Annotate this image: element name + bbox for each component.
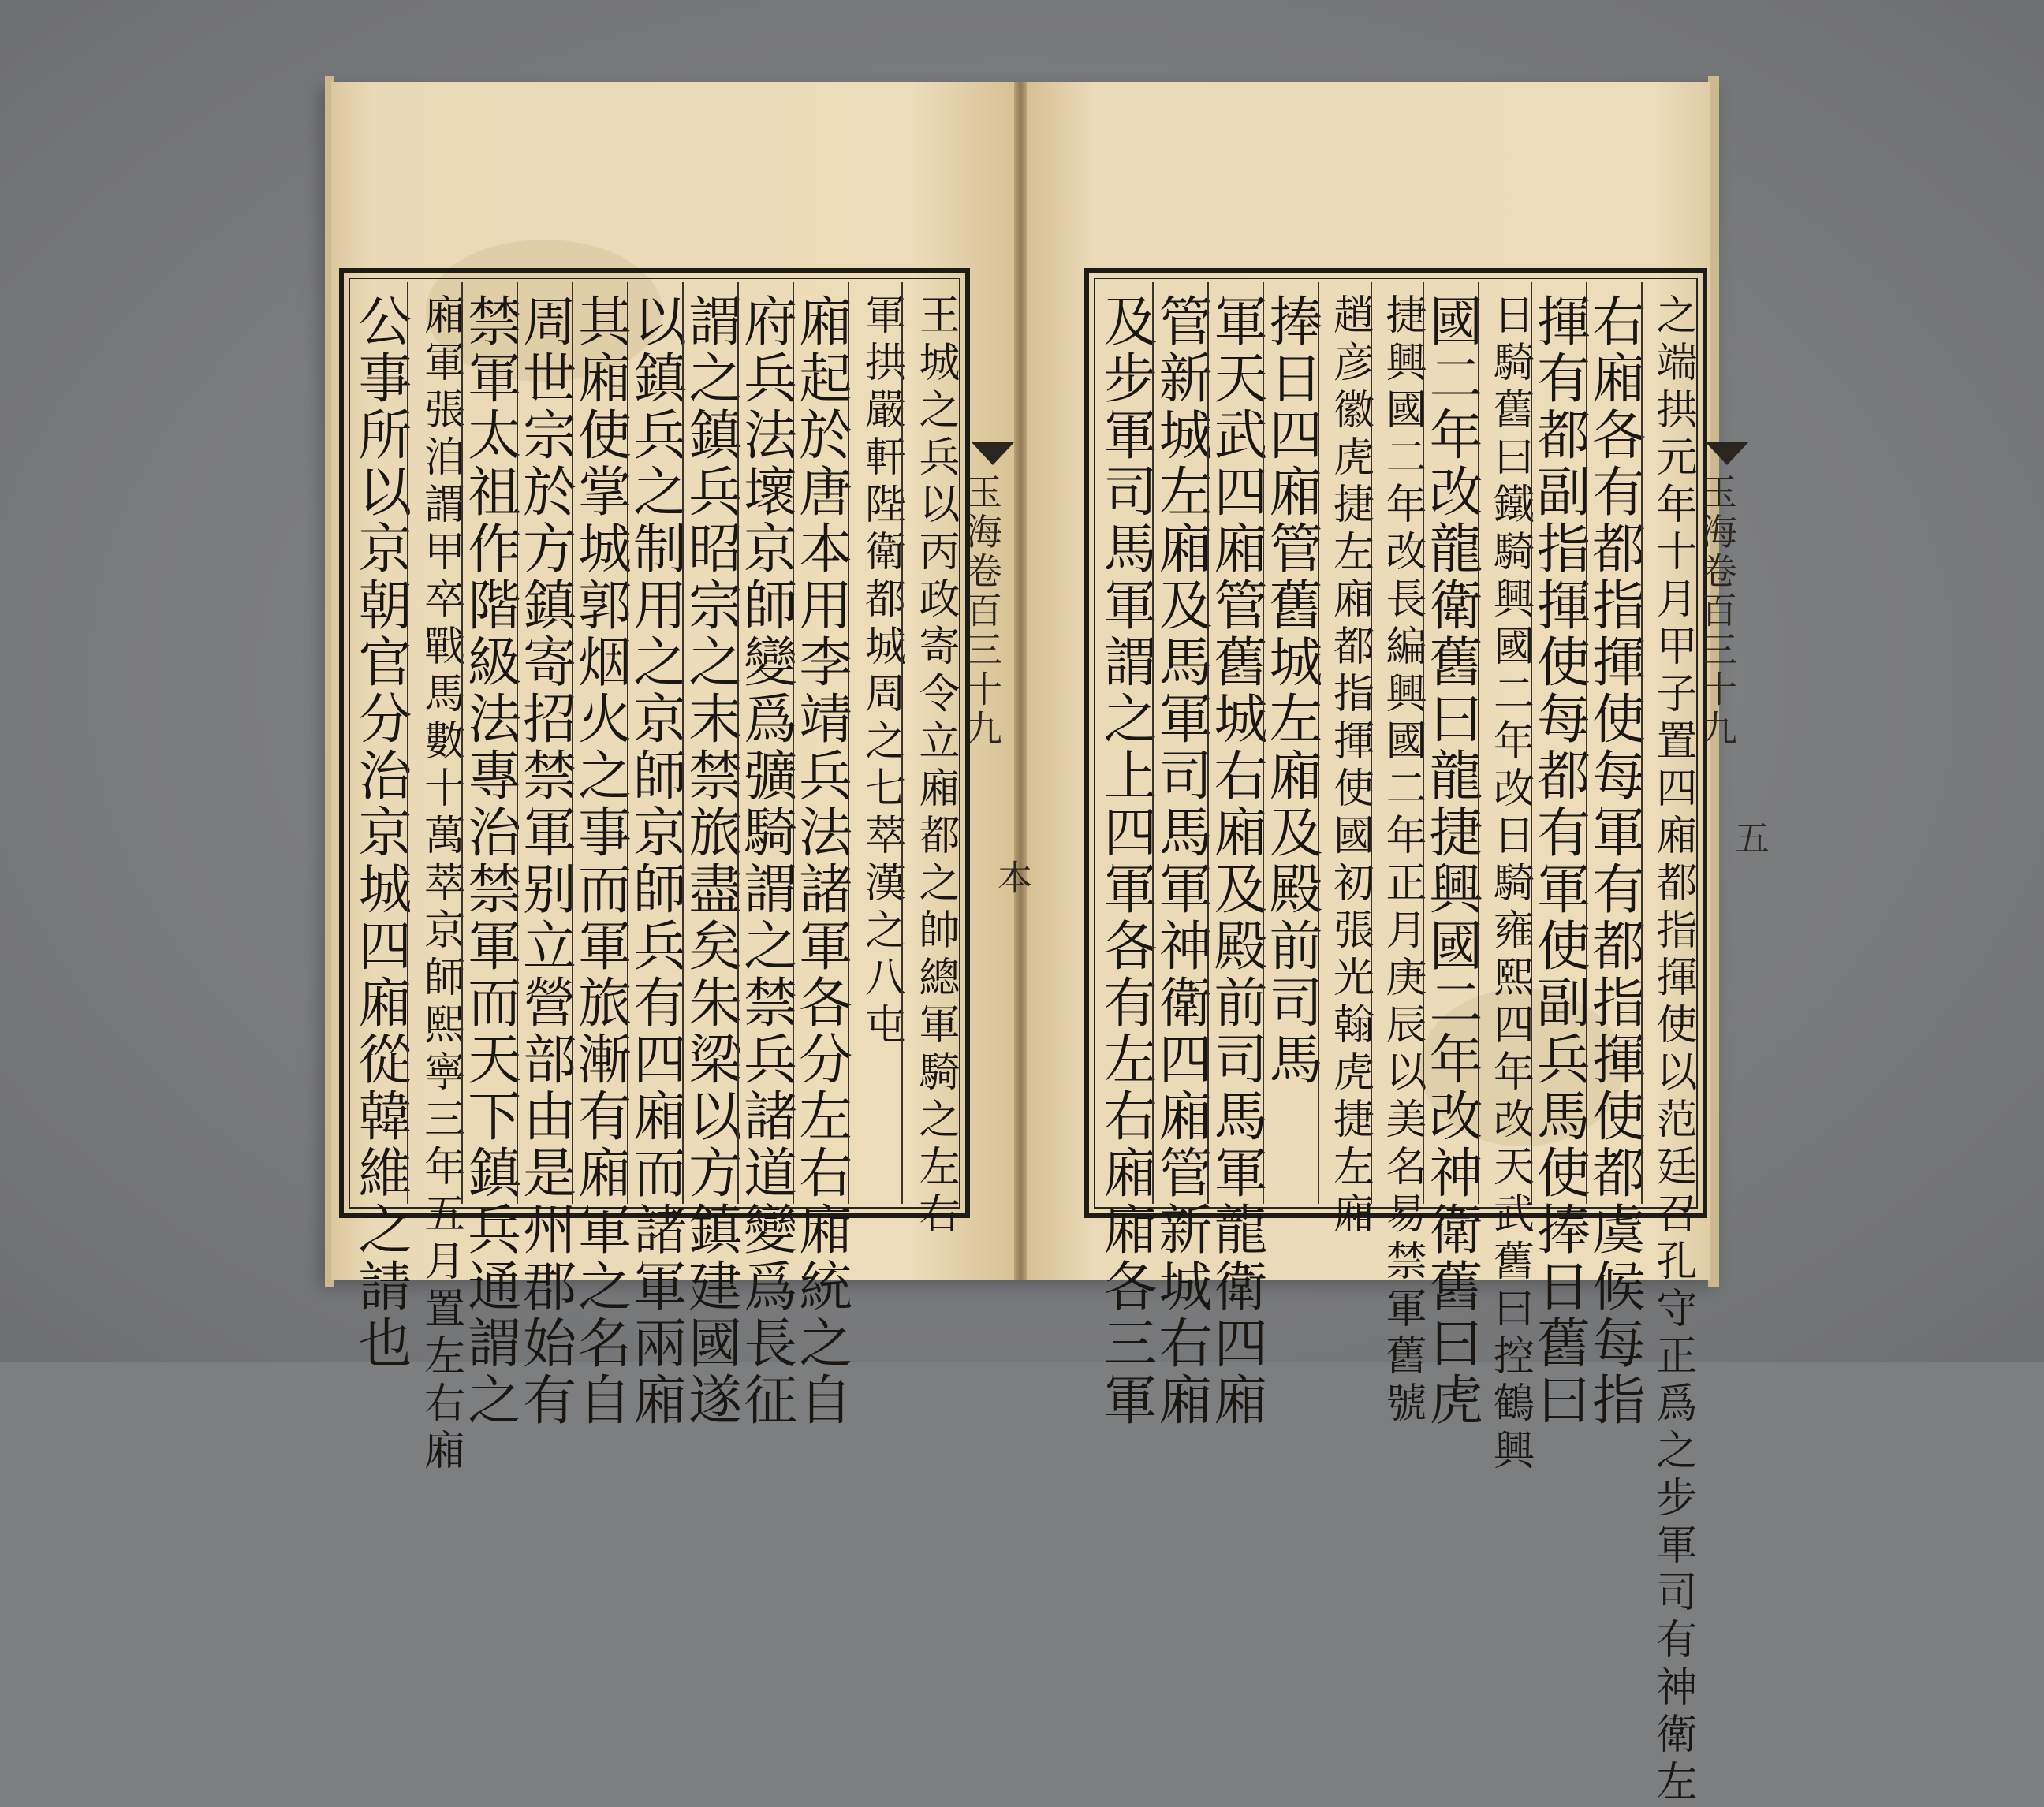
- text-column: 管新城左廂及馬軍司馬軍神衛四廂管新城右廂: [1152, 282, 1207, 1204]
- left-columns: [349, 282, 959, 1476]
- text-column: 趙彦徽虎捷左廂都指揮使國初張光翰虎捷左廂: [1318, 282, 1371, 1204]
- text-column: 公事所以京朝官分治京城四廂從韓維之請也: [349, 293, 412, 1372]
- text-column: 捷興國二年改長編興國二年正月庚辰以美名易禁軍舊號: [1371, 282, 1423, 1204]
- book-gutter: [1014, 82, 1027, 1280]
- left-banxin-title: 玉海卷百三十九: [960, 473, 1003, 749]
- text-column: 日騎舊曰鐵騎興國二年改日騎雍熙四年改天武舊曰控鶴興: [1478, 282, 1531, 1204]
- left-folio: 本: [991, 859, 1031, 894]
- text-column: 國二年改龍衛舊曰龍捷興國二年改神衛舊曰虎: [1423, 282, 1478, 1204]
- fish-tail-mark: [971, 442, 1015, 465]
- text-column: 及步軍司馬軍謂之上四軍各有左右廂廂各三軍: [1095, 293, 1157, 1429]
- text-column: 捧日四廂管舊城左廂及殿前司馬: [1263, 282, 1318, 1204]
- text-column: 禁軍太祖作階級法專治禁軍而天下鎮兵通謂之: [461, 282, 517, 1204]
- right-text-frame: [1084, 268, 1707, 1807]
- text-column: 以鎮兵之制用之京師京師兵有四廂而諸軍兩廂: [627, 282, 682, 1204]
- text-column: 軍拱嚴軒陛衛都城周之七萃漢之八屯: [848, 282, 902, 1204]
- text-column: 右廂各有都指揮使每軍有都指揮使都虞候每指: [1586, 282, 1641, 1204]
- text-column: 廂軍張洎謂甲卒戰馬數十萬萃京師熙寧三年五月置左右廂: [407, 282, 461, 1204]
- text-column: 周世宗於方鎮寄招禁軍别立營部由是州郡始有: [517, 282, 572, 1204]
- text-column: 之端拱元年十月甲子置四廂都指揮使以范廷召孔守正爲之步軍司有神衛左: [1641, 282, 1694, 1204]
- right-columns: [1095, 282, 1696, 1807]
- text-column: 王城之兵以丙政寄令立廂都之帥總軍騎之左右: [901, 282, 956, 1204]
- text-column: 揮有都副指揮使每都有軍使副兵馬使捧日舊曰: [1531, 282, 1586, 1204]
- left-text-frame: [339, 268, 970, 1476]
- text-column: 其廂使掌城郭烟火之事而軍旅漸有廂軍之名自: [572, 282, 627, 1204]
- right-folio: 五: [1729, 820, 1769, 855]
- fish-tail-mark: [1705, 442, 1749, 465]
- text-column: 廂起於唐本用李靖兵法諸軍各分左右廂統之自: [793, 282, 848, 1204]
- text-column: 府兵法壞京師變爲彍騎謂之禁兵諸道變爲長征: [737, 282, 793, 1204]
- right-banxin-title: 玉海卷百三十九: [1695, 473, 1738, 749]
- text-column: 軍天武四廂管舊城右廂及殿前司馬軍龍衛四廂: [1207, 282, 1263, 1204]
- text-column: 謂之鎮兵昭宗之末禁旅盡矣朱梁以方鎮建國遂: [682, 282, 737, 1204]
